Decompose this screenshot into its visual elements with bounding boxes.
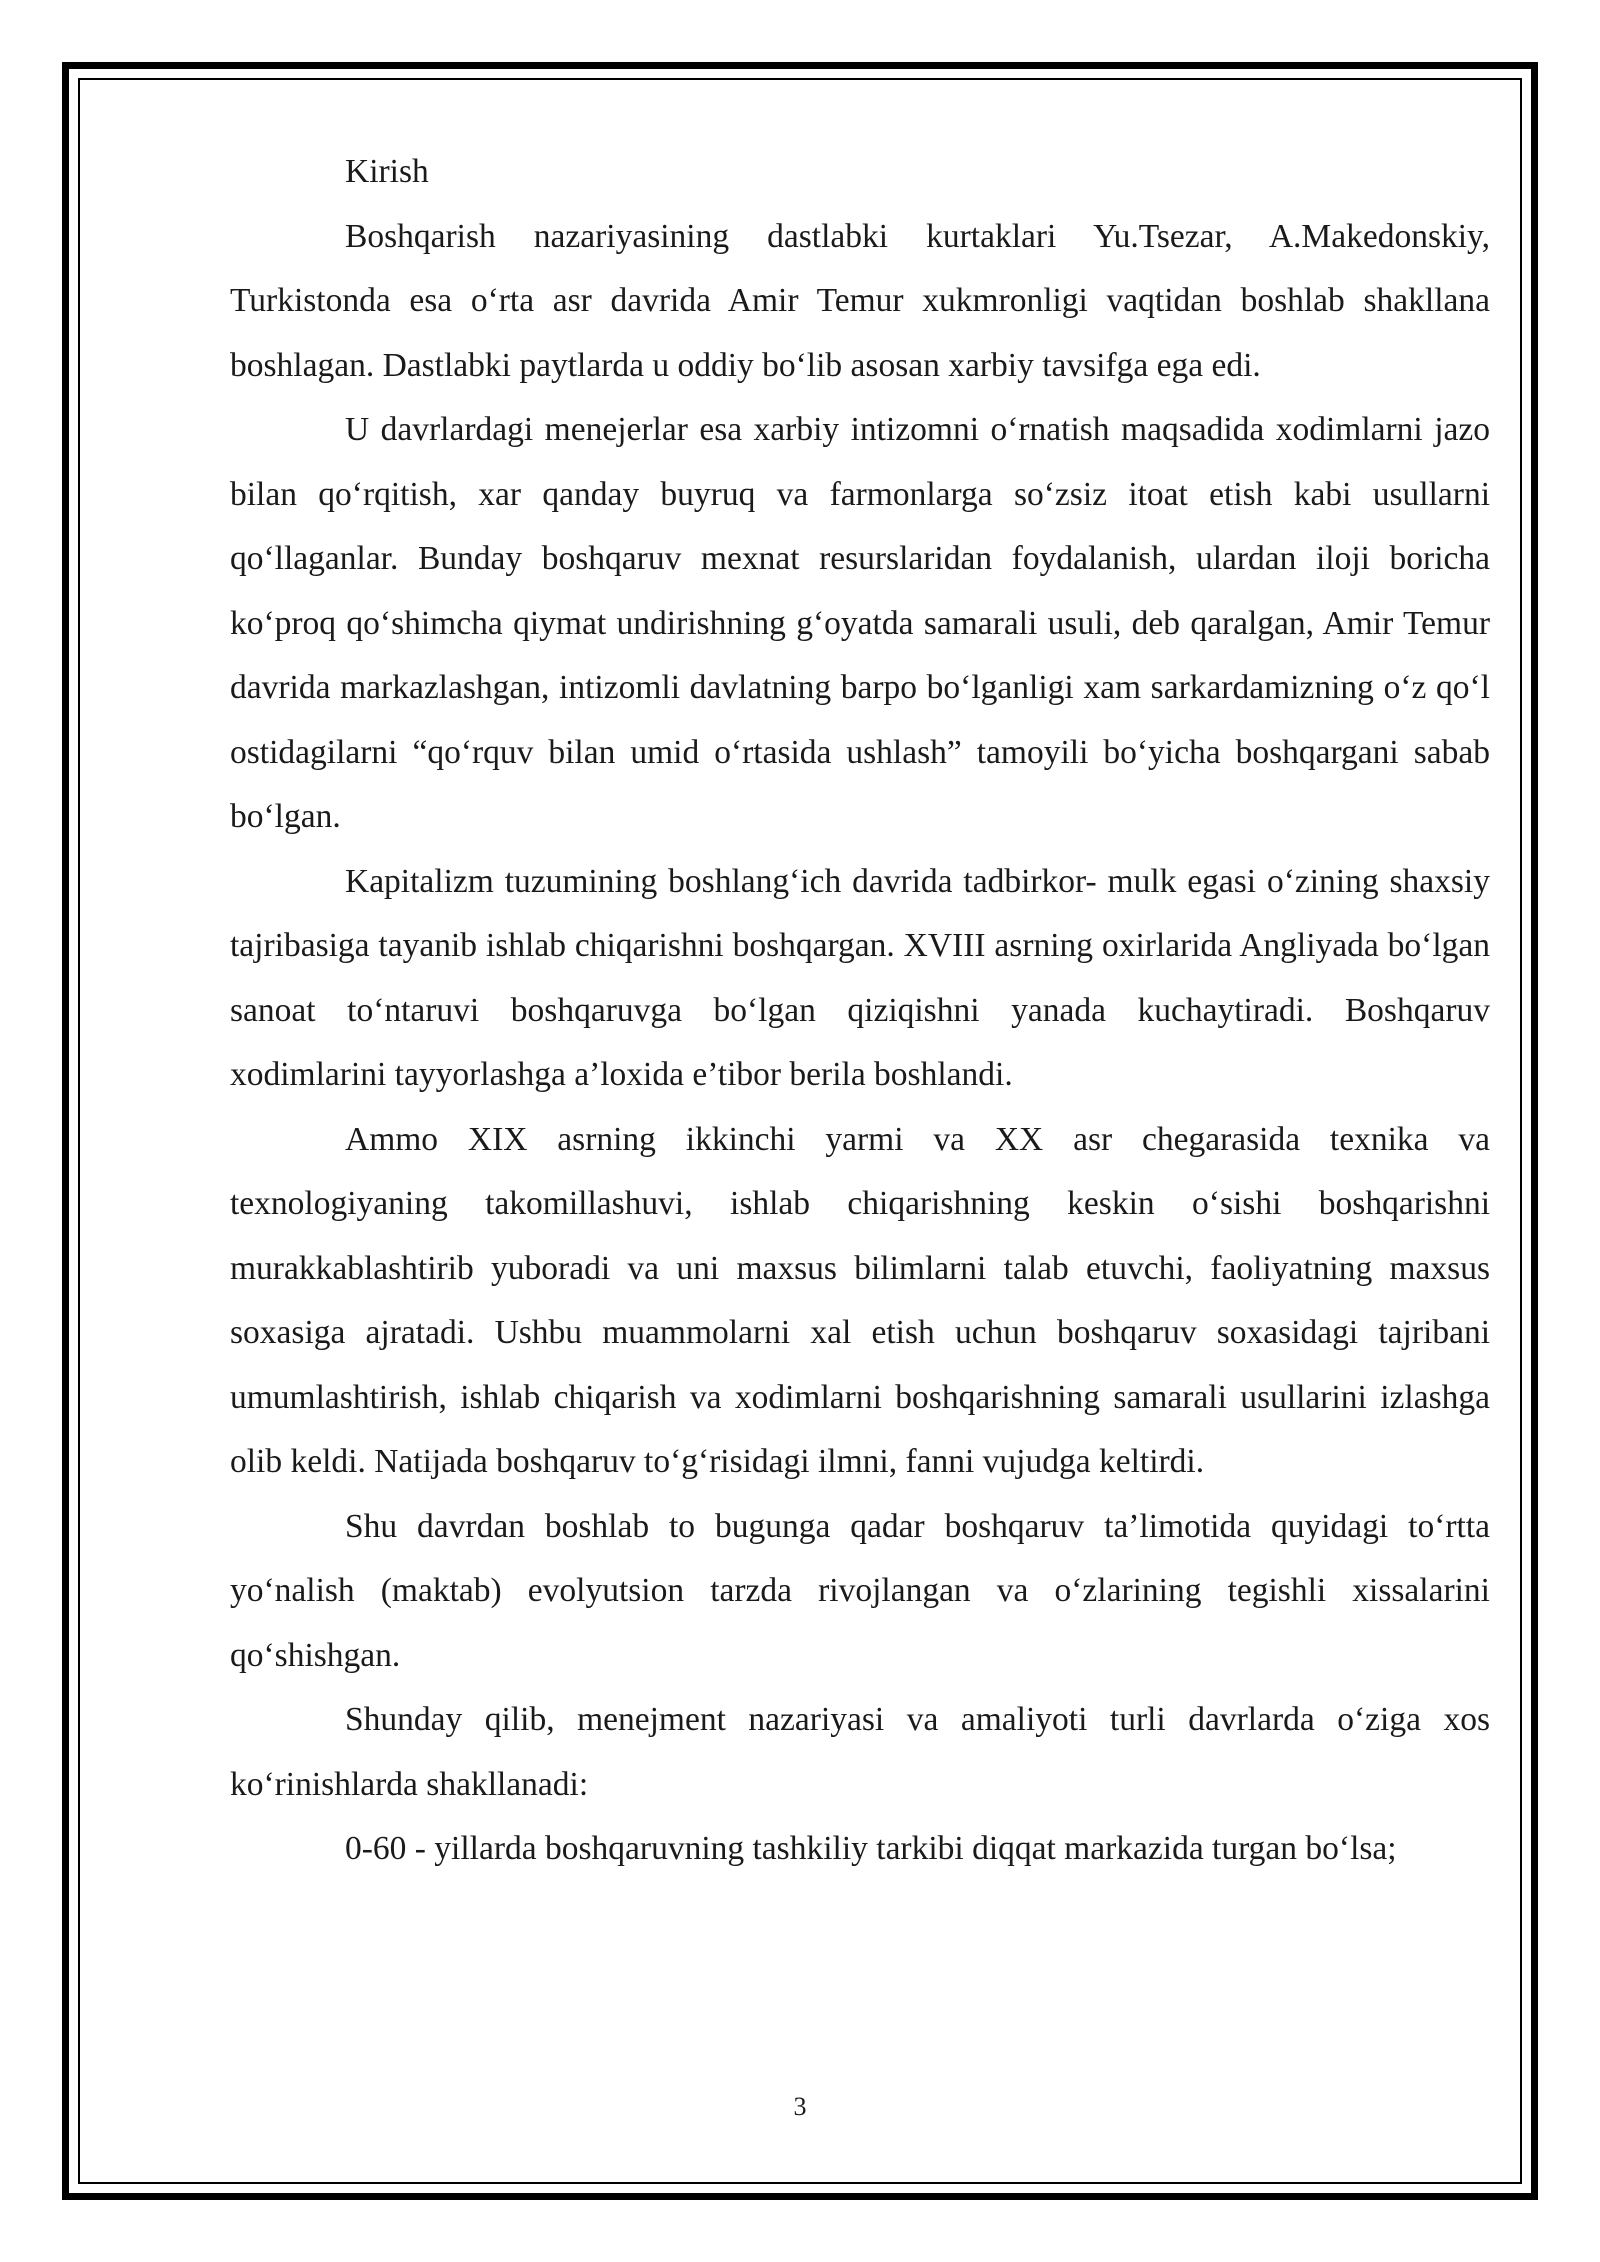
section-heading: Kirish [345, 153, 429, 190]
paragraph-5: Shu davrdan boshlab to bugunga qadar boshqaruv ta’limotida quyidagi to‘rtta yo‘nalish (maktab) evolyutsion tarzda rivojlangan va o‘zlarining tegishli xissalarini qo‘shishgan. [230, 1507, 1490, 1674]
document-body [230, 140, 1490, 1882]
page-number: 3 [793, 2092, 807, 2121]
paragraph-4: Ammo XIX asrning ikkinchi yarmi va XX asr chegarasida texnika va texnologiyaning takomillashuvi, ishlab chiqarishning keskin o‘sishi boshqarishni murakkablashtirib yuboradi va uni maxsus bilimlarni talab etuvchi, faoliyatning maxsus soxasiga ajratadi. Ushbu muammolarni xal etish uchun boshqaruv soxasidagi tajribani umumlashtirish, ishlab chiqarish va xodimlarni boshqarishning samarali usullarini izlashga olib keldi. Natijada boshqaruv to‘g‘risidagi ilmni, fanni vujudga keltirdi. [230, 1120, 1490, 1480]
paragraph-7: 0-60 - yillarda boshqaruvning tashkiliy tarkibi diqqat markazida turgan bo‘lsa; [345, 1830, 1397, 1867]
paragraph-1: Boshqarish nazariyasining dastlabki kurtaklari Yu.Tsezar, A.Makedonskiy, Turkistonda esa o‘rta asr davrida Amir Temur xukmronligi vaqtidan boshlab shakllana boshlagan. Dastlabki paytlarda u oddiy bo‘lib asosan xarbiy tavsifga ega edi. [230, 217, 1490, 384]
paragraph-3: Kapitalizm tuzumining boshlang‘ich davrida tadbirkor- mulk egasi o‘zining shaxsiy tajribasiga tayanib ishlab chiqarishni boshqargan. XVIII asrning oxirlarida Angliyada bo‘lgan sanoat to‘ntaruvi boshqaruvga bo‘lgan qiziqishni yanada kuchaytiradi. Boshqaruv xodimlarini tayyorlashga a’loxida e’tibor berila boshlandi. [230, 862, 1490, 1093]
paragraph-6: Shunday qilib, menejment nazariyasi va amaliyoti turli davrlarda o‘ziga xos ko‘rinishlarda shakllanadi: [230, 1701, 1490, 1803]
paragraph-2: U davrlardagi menejerlar esa xarbiy intizomni o‘rnatish maqsadida xodimlarni jazo bilan qo‘rqitish, xar qanday buyruq va farmonlarga so‘zsiz itoat etish kabi usullarni qo‘llaganlar. Bunday boshqaruv mexnat resurslaridan foydalanish, ulardan iloji boricha ko‘proq qo‘shimcha qiymat undirishning g‘oyatda samarali usuli, deb qaralgan, Amir Temur davrida markazlashgan, intizomli davlatning barpo bo‘lganligi xam sarkardamizning o‘z qo‘l ostidagilarni “qo‘rquv bilan umid o‘rtasida ushlash” tamoyili bo‘yicha boshqargani sabab bo‘lgan. [230, 411, 1490, 835]
